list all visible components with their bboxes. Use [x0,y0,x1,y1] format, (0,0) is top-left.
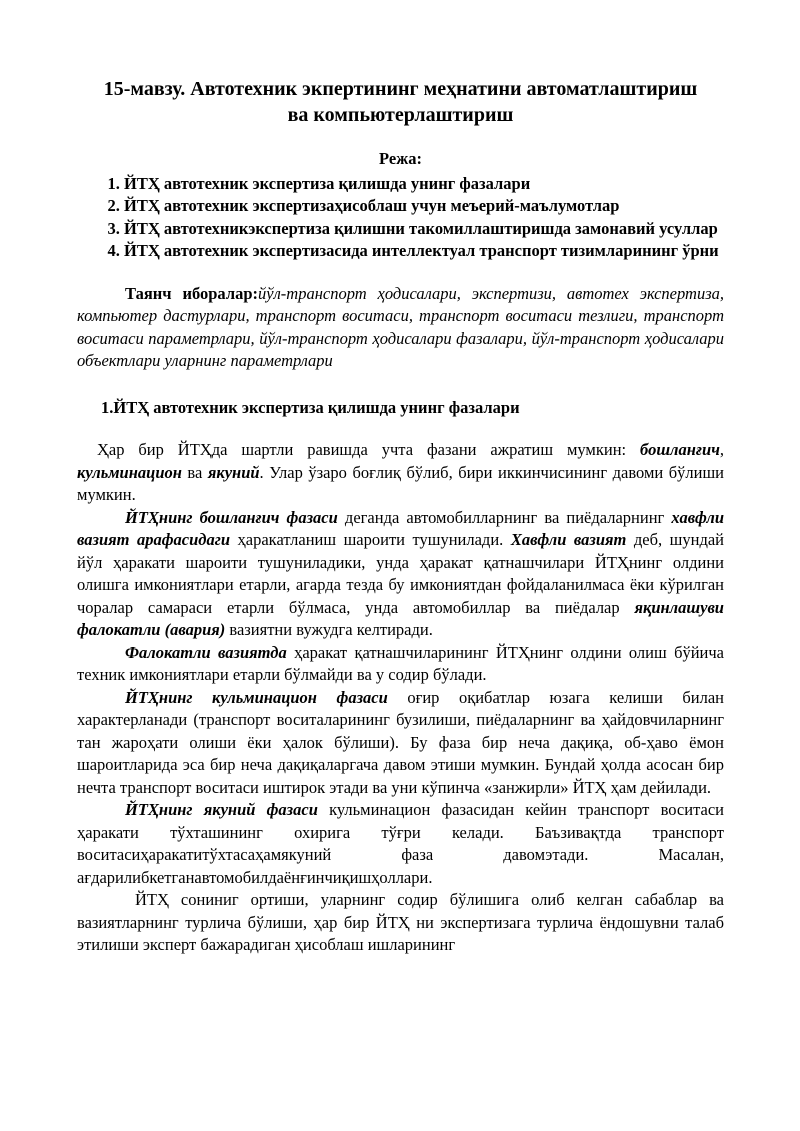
plan-item: 1. ЙТҲ автотехник экспертиза қилишда унинг фазалари [124,173,724,196]
text: ва [181,462,208,482]
paragraph-phases [77,439,724,507]
section-heading: 1.ЙТҲ автотехник экспертиза қилишда унинг фазалари [101,397,520,417]
keywords-text: йўл-транспорт ҳодисалари, экспертизи, автотех экспертиза, компьютер дастурлари, транспорт воситаси, транспорт воситаси тезлиги, транспорт воситаси параметрлари, йўл-транспорт ҳодисалари фазалари, йўл-транспорт ҳодисалари объектлари уларнинг параметрлари [77,283,725,370]
paragraph-initial-phase [77,507,724,642]
plan-item: 2. ЙТҲ автотехник экспертизаҳисоблаш учун меъерий-маълумотлар [124,195,724,218]
text: , [719,440,724,459]
text: ҳаракат қатнашчиларининг ЙТҲнинг олдини олиш бўйича техник имкониятлари етарли бўлмайди ва у содир бўлади. [77,642,724,684]
keywords-paragraph [77,283,724,373]
emphasis: бошланғич [640,440,720,459]
plan-heading: Режа: [379,149,422,168]
plan-list [77,173,724,263]
text: . Улар ўзаро боғлиқ бўлиб, бири иккинчисининг давоми бўлиши мумкин. [77,462,724,504]
text: ҳаракатланиш шароити тушунилади. [230,530,511,549]
emphasis: ЙТҲнинг кульминацион фазаси [125,687,388,707]
emphasis: Хавфли вазият [510,530,627,549]
keywords-label: Таянч иборалар: [125,283,259,303]
text: деганда автомобилларнинг ва пиёдаларнинг [337,507,672,527]
emphasis: яқинлашуви фалокатли (авария) [77,597,724,639]
emphasis: кульминацион [77,462,182,482]
plan-item: 4. ЙТҲ автотехник экспертизасида интеллектуал транспорт тизимларининг ўрни [124,240,724,263]
paragraph-increase [77,889,724,957]
plan-item: 3. ЙТҲ автотехникэкспертиза қилишни такомиллаштиришда замонавий усуллар [124,218,724,241]
emphasis: Фалокатли вазиятда [125,642,287,662]
emphasis: ЙТҲнинг якуний фазаси [125,800,318,819]
emphasis: ЙТҲнинг бошланғич фазаси [125,507,338,527]
page-title [77,76,724,128]
text: деб, шундай йўл ҳаракати шароити тушуниладики, унда ҳаракат қатнашчилари ЙТҲнинг олдини олишга имкониятлари етарли, агарда тезда бу имкониятдан фойдаланилмаса ёки кўрилган чоралар самараси етарли бўлмаса, унда автомобиллар ва пиёдалар [77,530,724,617]
emphasis: якуний [207,462,260,482]
text: кульминацион фазасидан кейин транспорт воситаси ҳаракати тўхташининг охирига тўғри келади. Баъзивақтда транспорт воситасиҳаракатитўхтасаҳамякуний фаза давомэтади. Масалан, ағдарилибкетганавтомобилдаёнғинчиқишҳоллари. [77,800,724,887]
paragraph-culmination-phase [77,687,724,800]
paragraph-accident-situation [77,642,724,687]
title-line-2: ва компьютерлаштириш [287,104,514,126]
document-page [77,76,724,957]
paragraph-final-phase [77,799,724,889]
text: оғир оқибатлар юзага келиши билан характерланади (транспорт воситаларининг бузилиши, пиёдаларнинг ва ҳайдовчиларнинг тан жароҳати олиши ёки ҳалок бўлиши). Бу фаза бир неча дақиқа, об-ҳаво ёмон шароитларида эса бир неча дақиқаларгача давом этиши мумкин. Бундай ҳолда асосан бир нечта транспорт воситаси иштирок этади ва уни кўпинча «занжирли» ЙТҲ ҳам дейилади. [77,687,724,797]
text: ЙТҲ сониниг ортиши, уларнинг содир бўлишига олиб келган сабаблар ва вазиятларнинг турлича бўлиши, ҳар бир ЙТҲ ни экспертизага турлича ёндошувни талаб этилиши эксперт бажарадиган ҳисоблаш ишларининг [77,890,724,954]
text: вазиятни вужудга келтиради. [225,620,433,639]
title-line-1: 15-мавзу. Автотехник экпертининг меҳнатини автоматлаштириш [103,78,698,100]
text: Ҳар бир ЙТҲда шартли равишда учта фазани ажратиш мумкин: [97,440,641,459]
emphasis: хавфли вазият арафасидаги [77,507,725,549]
